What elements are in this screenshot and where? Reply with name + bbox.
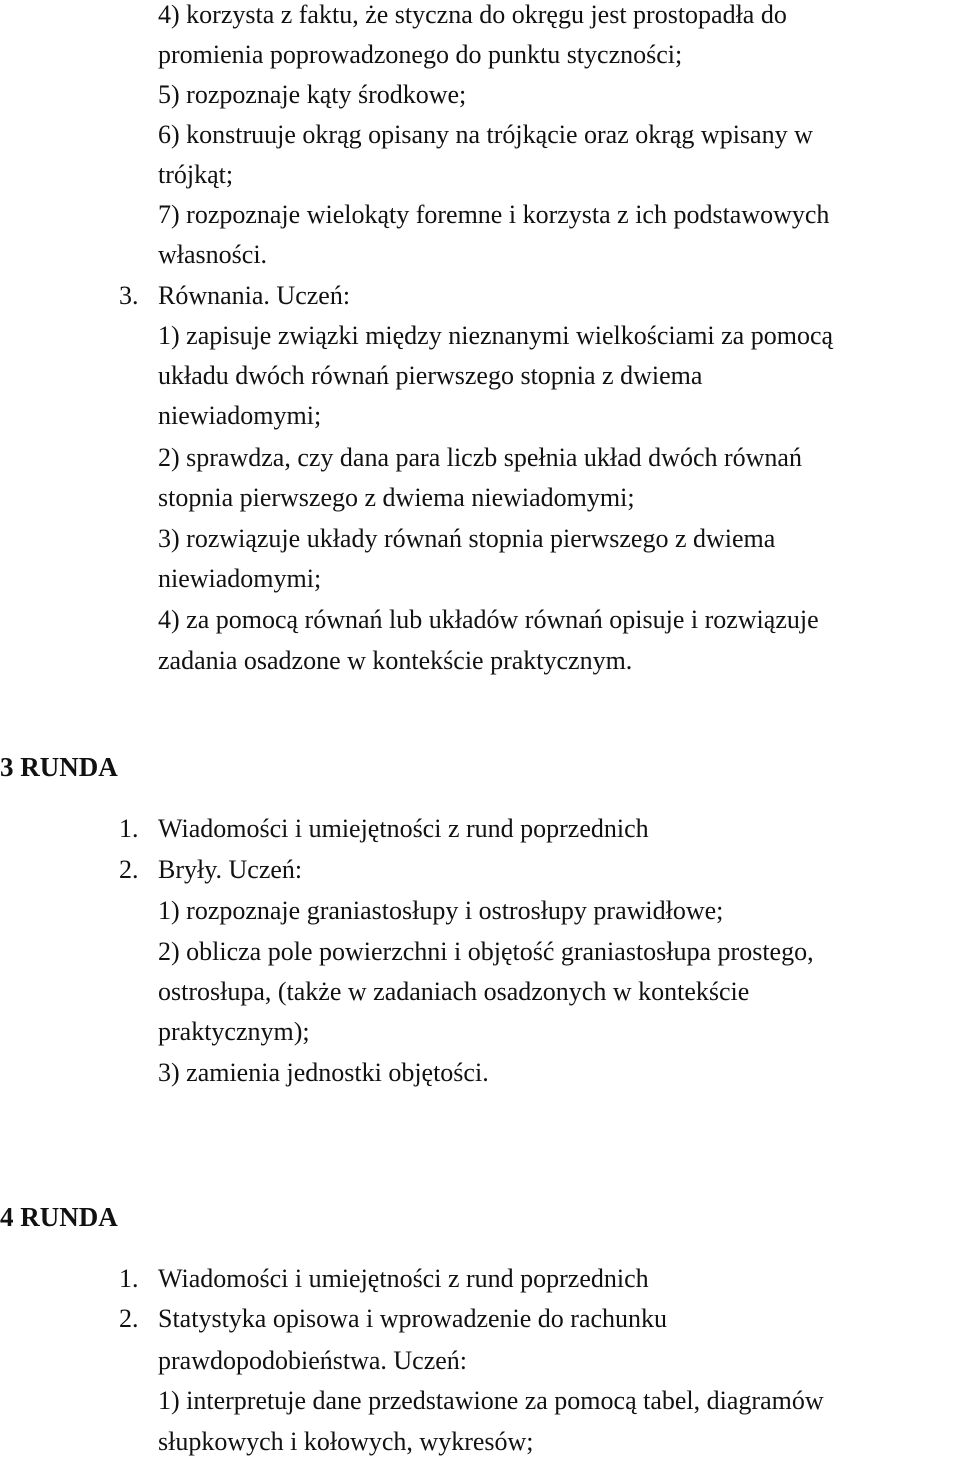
round-3-heading: 3 RUNDA — [0, 752, 118, 782]
round-4-heading: 4 RUNDA — [0, 1202, 118, 1232]
section-3-number: 3. — [119, 281, 139, 310]
round-3-item: 2) oblicza pole powierzchni i objętość graniastosłupa prostego, — [158, 937, 814, 966]
continuation-line: 5) rozpoznaje kąty środkowe; — [158, 80, 467, 109]
section-3-item: 4) za pomocą równań lub układów równań opisuje i rozwiązuje — [158, 605, 819, 634]
round-3-p2-title: Bryły. Uczeń: — [158, 855, 303, 884]
section-3-item: 3) rozwiązuje układy równań stopnia pierwszego z dwiema — [158, 524, 776, 553]
round-3-p1-text: Wiadomości i umiejętności z rund poprzednich — [158, 814, 649, 843]
round-3-item: 3) zamienia jednostki objętości. — [158, 1058, 489, 1087]
round-4-p1-text: Wiadomości i umiejętności z rund poprzednich — [158, 1264, 649, 1293]
round-3-item: 1) rozpoznaje graniastosłupy i ostrosłupy prawidłowe; — [158, 896, 724, 925]
round-4-p2-title: Statystyka opisowa i wprowadzenie do rachunku — [158, 1304, 668, 1333]
continuation-line: 4) korzysta z faktu, że styczna do okręgu jest prostopadła do — [158, 0, 787, 29]
continuation-line: własności. — [158, 240, 268, 269]
round-4-item: 1) interpretuje dane przedstawione za pomocą tabel, diagramów — [158, 1386, 824, 1415]
section-3-item: niewiadomymi; — [158, 564, 322, 593]
round-3-p2-number: 2. — [119, 855, 139, 884]
continuation-line: trójkąt; — [158, 160, 234, 189]
round-4-p2-title: prawdopodobieństwa. Uczeń: — [158, 1346, 468, 1375]
round-4-p1-number: 1. — [119, 1264, 139, 1293]
section-3-title: Równania. Uczeń: — [158, 281, 351, 310]
continuation-line: promienia poprowadzonego do punktu styczności; — [158, 40, 683, 69]
continuation-line: 6) konstruuje okrąg opisany na trójkącie oraz okrąg wpisany w — [158, 120, 813, 149]
round-3-item: ostrosłupa, (także w zadaniach osadzonych w kontekście — [158, 977, 750, 1006]
section-3-item: 2) sprawdza, czy dana para liczb spełnia układ dwóch równań — [158, 443, 802, 472]
section-3-item: zadania osadzone w kontekście praktycznym. — [158, 646, 633, 675]
section-3-item: stopnia pierwszego z dwiema niewiadomymi; — [158, 483, 635, 512]
section-3-item: 1) zapisuje związki między nieznanymi wielkościami za pomocą — [158, 321, 834, 350]
round-4-item: słupkowych i kołowych, wykresów; — [158, 1427, 534, 1456]
round-3-item: praktycznym); — [158, 1017, 310, 1046]
round-3-p1-number: 1. — [119, 814, 139, 843]
continuation-line: 7) rozpoznaje wielokąty foremne i korzysta z ich podstawowych — [158, 200, 830, 229]
round-4-p2-number: 2. — [119, 1304, 139, 1333]
section-3-item: niewiadomymi; — [158, 401, 322, 430]
section-3-item: układu dwóch równań pierwszego stopnia z dwiema — [158, 361, 703, 390]
